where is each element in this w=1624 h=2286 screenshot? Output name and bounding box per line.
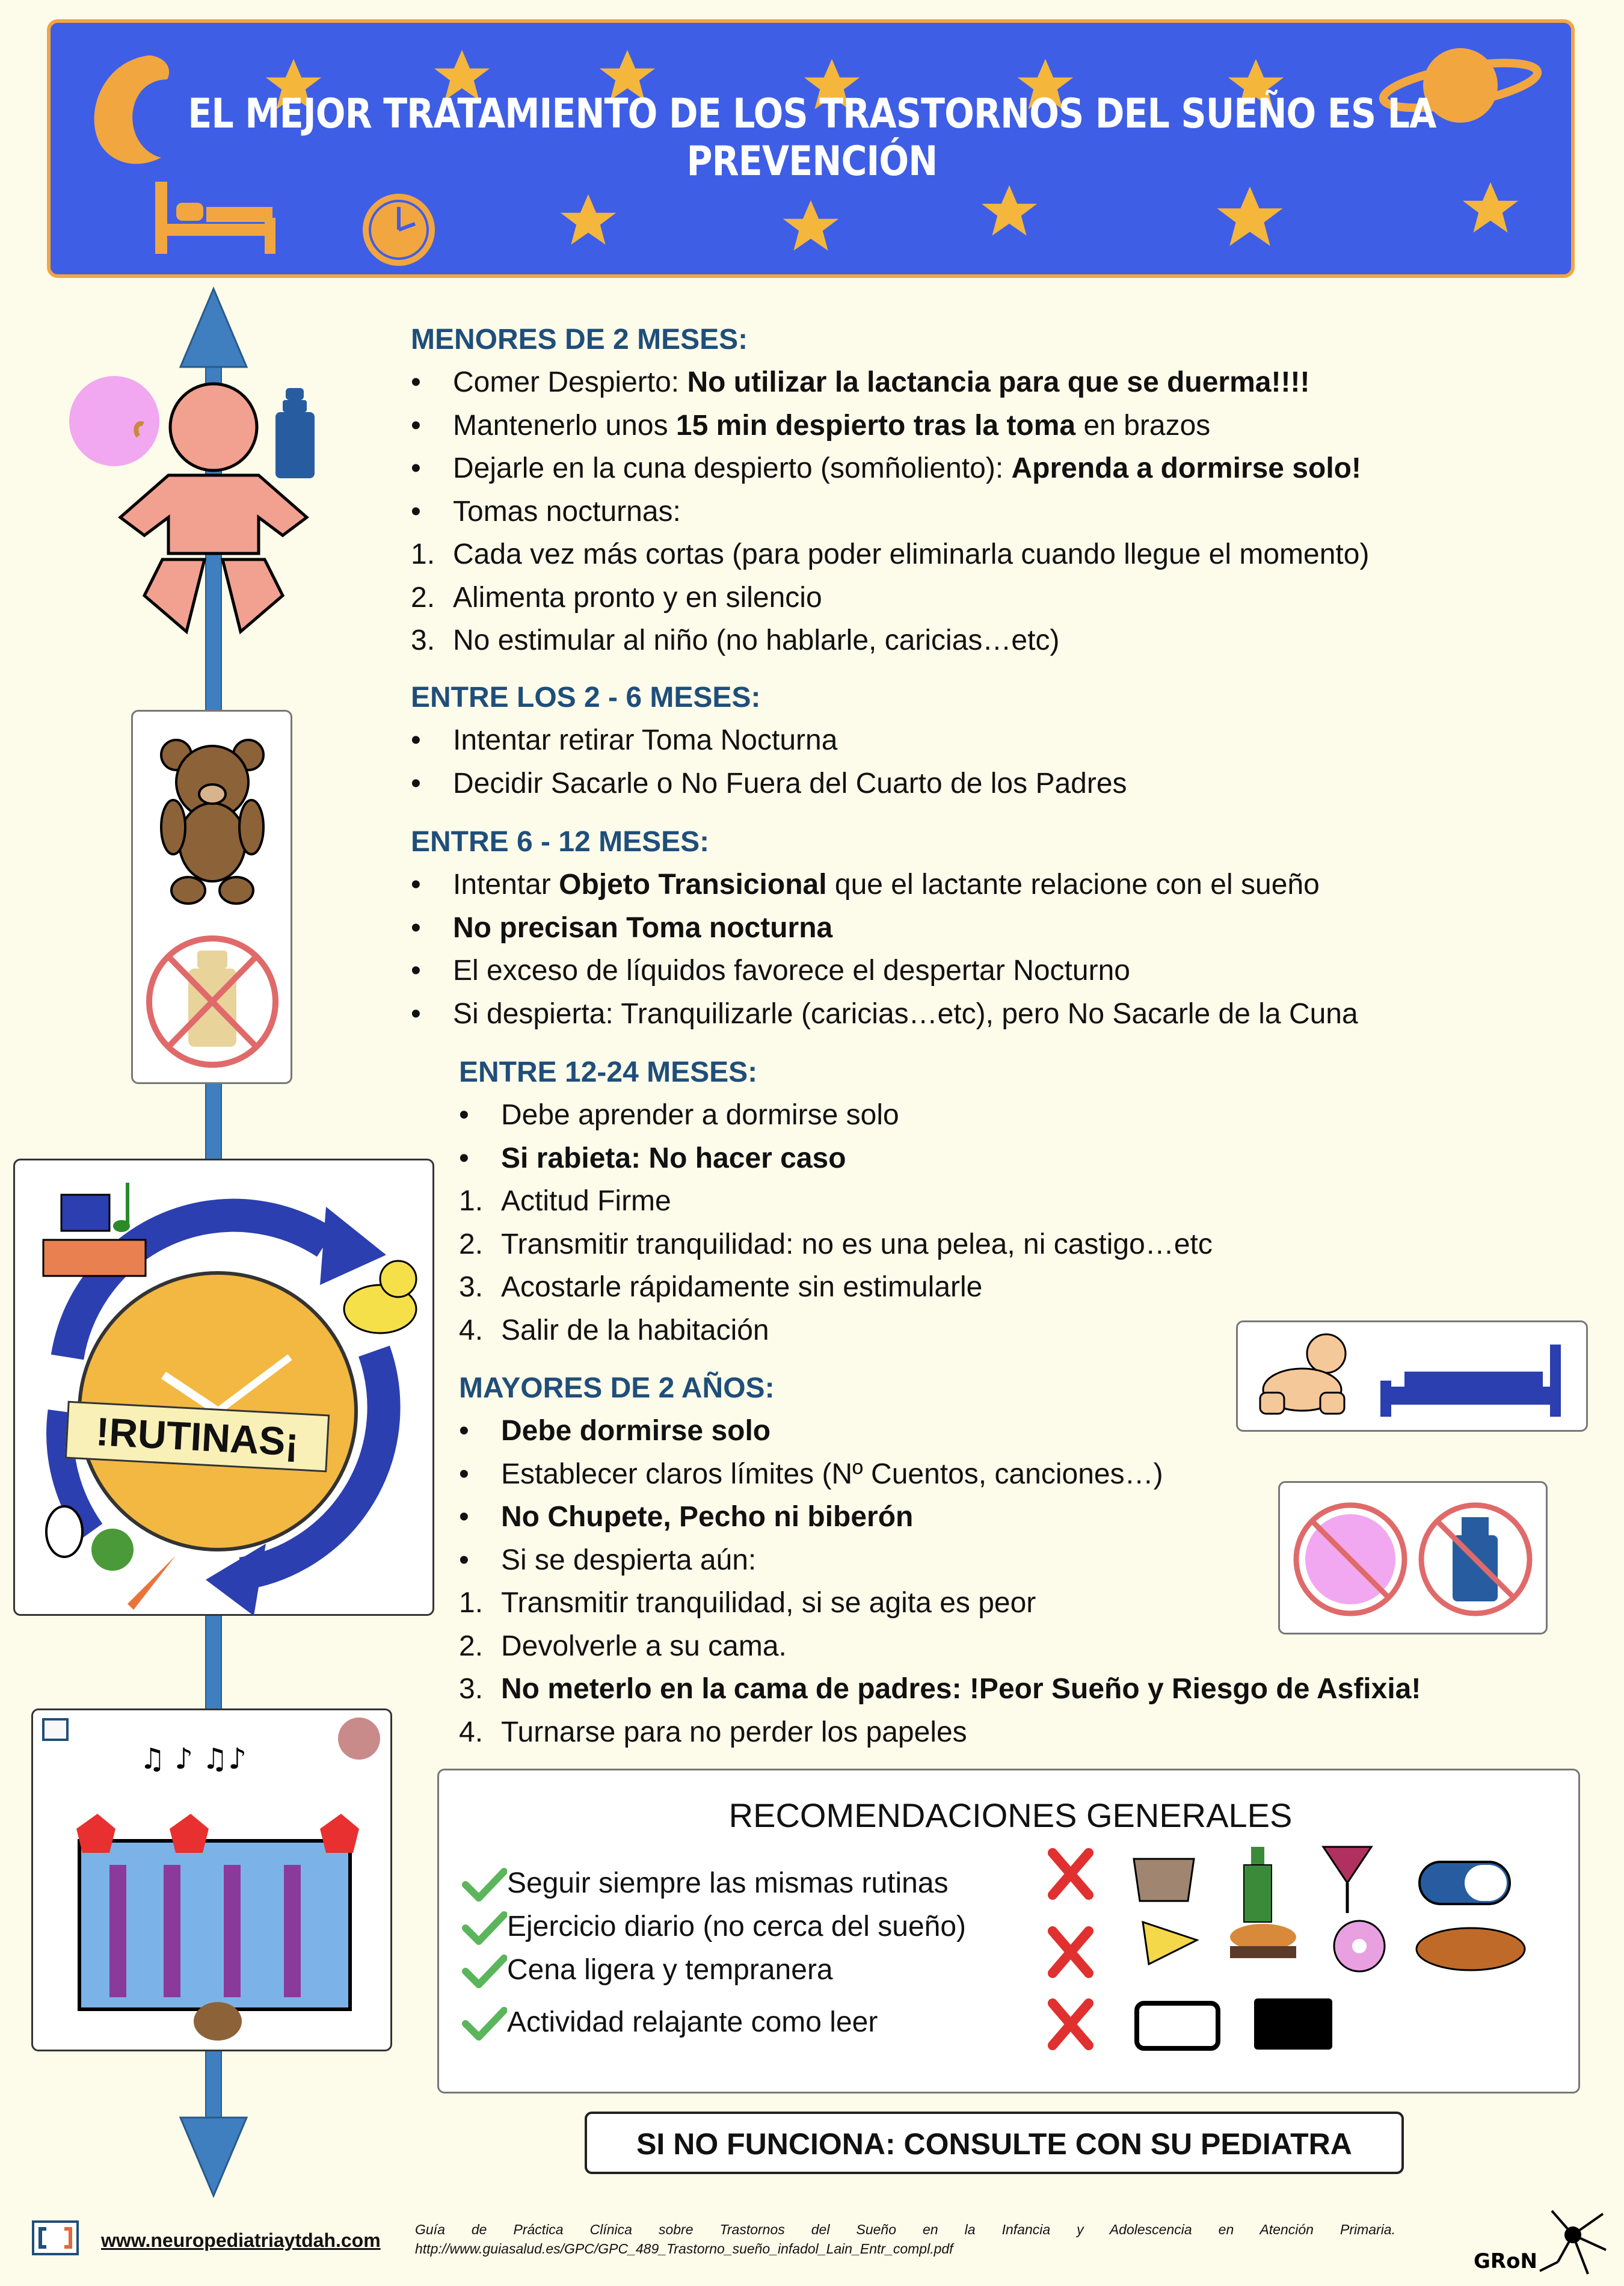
list-item-text: Si despierta: Tranquilizarle (caricias…etc), pero No Sacarle de la Cuna — [453, 997, 1358, 1030]
list-marker: 1. — [459, 1587, 484, 1619]
list-marker: • — [411, 409, 421, 442]
list-item-text: El exceso de líquidos favorece el despertar Nocturno — [453, 955, 1130, 987]
clock-icon — [363, 194, 435, 266]
teddy-bottle-icons — [131, 710, 292, 1084]
list-item-text: Intentar retirar Toma Nocturna — [453, 724, 838, 756]
donut-icon — [1334, 1921, 1385, 1971]
check-icon — [462, 1867, 507, 1903]
coffee-cup-icon — [1134, 1859, 1194, 1901]
section-title: MAYORES DE 2 AÑOS: — [459, 1372, 775, 1404]
recommendation-text: Actividad relajante como leer — [507, 2006, 878, 2038]
list-item — [459, 1185, 671, 1218]
list-item-text: Acostarle rápidamente sin estimularle — [501, 1271, 983, 1303]
list-marker: 2. — [459, 1630, 484, 1662]
recommendations-title: RECOMENDACIONES GENERALES — [728, 1796, 1293, 1834]
list-item — [459, 1586, 1036, 1619]
list-item — [459, 1672, 1421, 1705]
check-icon — [462, 2006, 507, 2042]
list-item-text: Devolverle a su cama. — [501, 1630, 787, 1662]
list-item — [411, 724, 837, 757]
list-item — [411, 581, 822, 614]
list-item-text: No utilizar la lactancia para que se duerma!!!! — [687, 366, 1310, 398]
list-marker: 4. — [459, 1314, 484, 1346]
music-note-icon — [113, 1183, 130, 1232]
list-marker: • — [411, 452, 421, 484]
list-marker: • — [411, 724, 421, 756]
logo-icon — [31, 2220, 79, 2256]
consult-text: SI NO FUNCIONA: CONSULTE CON SU PEDIATRA — [636, 2127, 1352, 2161]
list-item-text: No estimular al niño (no hablarle, caricias…etc) — [453, 624, 1060, 656]
list-marker: • — [459, 1099, 469, 1131]
section-title: ENTRE 12-24 MESES: — [459, 1056, 758, 1088]
beer-bottle-icon — [1244, 1847, 1272, 1922]
avoid-icons — [1041, 1835, 1570, 2063]
list-marker: • — [459, 1544, 469, 1576]
list-marker: • — [411, 767, 421, 799]
list-item — [459, 1142, 846, 1175]
list-item — [459, 1630, 787, 1663]
list-item — [411, 538, 1369, 571]
recommendation-text: Ejercicio diario (no cerca del sueño) — [507, 1911, 967, 1942]
list-item — [459, 1458, 1163, 1491]
no-pacifier-bottle-icons — [1278, 1481, 1548, 1634]
list-marker: 3. — [411, 624, 435, 656]
list-item — [411, 954, 1130, 987]
book-icon — [61, 1195, 109, 1231]
recommendation-item — [462, 2006, 878, 2042]
list-item-text: Comer Despierto: — [453, 366, 687, 398]
list-item — [459, 1544, 756, 1577]
list-marker: • — [411, 997, 421, 1030]
list-item — [411, 624, 1059, 657]
list-item-text: Si rabieta: No hacer caso — [501, 1142, 846, 1174]
list-item — [411, 868, 1320, 901]
page-title: EL MEJOR TRATAMIENTO DE LOS TRASTORNOS DEL SUEÑO ES LA PREVENCIÓN — [188, 90, 1436, 185]
reference-text: Guía de Práctica Clínica sobre Trastornos del Sueño en la Infancia y Adolescencia en Atención Primaria. http://www.guiasalud.es/GPC/GPC_489_Trastorno_sueño_infadol_Lain_Entr_compl.pdf — [415, 2222, 1395, 2257]
list-item-text: Turnarse para no perder los papeles — [501, 1716, 967, 1748]
list-item — [411, 767, 1127, 800]
pill-icon — [1419, 1862, 1510, 1904]
teddy-bear-icon — [161, 740, 263, 904]
list-item — [411, 495, 681, 528]
list-item-text: Cada vez más cortas (para poder eliminarla cuando llegue el momento) — [453, 538, 1370, 570]
list-marker: 4. — [459, 1716, 484, 1748]
list-item — [459, 1314, 769, 1347]
check-icon — [462, 1953, 507, 1989]
list-item-text: en brazos — [1075, 409, 1211, 442]
list-item-text: Salir de la habitación — [501, 1314, 769, 1346]
list-item — [459, 1098, 899, 1132]
list-item-text: Mantenerlo unos — [453, 409, 676, 442]
list-marker: • — [411, 911, 421, 944]
x-mark-icons — [1053, 1853, 1089, 2045]
list-item-text: Establecer claros límites (Nº Cuentos, canciones…) — [501, 1458, 1163, 1490]
bed-small-icon — [43, 1240, 146, 1276]
check-icon — [462, 1910, 507, 1946]
list-item-text: No precisan Toma nocturna — [453, 911, 833, 944]
list-item — [459, 1500, 913, 1533]
list-item-text: 15 min despierto tras la toma — [675, 409, 1076, 442]
list-item — [459, 1414, 770, 1447]
list-marker: 2. — [459, 1228, 484, 1260]
section-title: ENTRE LOS 2 - 6 MESES: — [411, 682, 761, 713]
list-marker: • — [411, 955, 421, 987]
list-marker: 1. — [411, 538, 435, 570]
list-item-text: que el lactante relacione con el sueño — [826, 869, 1320, 901]
recommendation-item — [462, 1867, 949, 1903]
hotdog-icon — [1416, 1928, 1525, 1970]
baby-illustration — [66, 355, 349, 638]
list-item-text: Aprenda a dormirse solo! — [1011, 452, 1361, 484]
list-item-text: Dejarle en la cuna despierto (somñoliento): — [453, 452, 1012, 484]
list-marker: 3. — [459, 1271, 484, 1303]
list-marker: • — [459, 1415, 469, 1447]
phone-icon — [1137, 2003, 1218, 2048]
list-marker: • — [411, 495, 421, 528]
duck-icon — [344, 1261, 416, 1333]
list-marker: • — [459, 1458, 469, 1490]
list-marker: • — [411, 869, 421, 901]
routines-label: !RUTINAS¡ — [65, 1401, 330, 1473]
list-item-text: Debe dormirse solo — [501, 1415, 771, 1447]
list-item-text: Si se despierta aún: — [501, 1544, 757, 1576]
no-breast-icon — [1296, 1505, 1404, 1613]
list-item — [459, 1271, 982, 1304]
routines-illustration — [13, 1159, 434, 1616]
broccoli-icon — [91, 1529, 134, 1571]
tablet-icon — [1254, 1998, 1332, 2050]
list-marker: • — [411, 366, 421, 398]
list-marker: • — [459, 1501, 469, 1533]
crawling-baby-icon — [1260, 1334, 1346, 1414]
list-item-text: Objeto Transicional — [559, 869, 827, 901]
recommendation-item — [462, 1910, 966, 1946]
list-item-text: Debe aprender a dormirse solo — [501, 1099, 899, 1131]
list-item-text: No meterlo en la cama de padres: !Peor Sueño y Riesgo de Asfixia! — [501, 1673, 1421, 1705]
list-marker: • — [459, 1142, 469, 1174]
no-bottle-icon — [1421, 1505, 1530, 1613]
list-item-text: Transmitir tranquilidad, si se agita es peor — [501, 1587, 1036, 1619]
bed-blue-icon — [1380, 1345, 1561, 1417]
svg-text:♫ ♪ ♫♪: ♫ ♪ ♫♪ — [140, 1742, 247, 1776]
signature-text: GRoN — [1474, 2249, 1537, 2273]
recommendation-text: Seguir siempre las mismas rutinas — [507, 1867, 949, 1899]
list-item — [411, 409, 1210, 442]
list-item-text: Decidir Sacarle o No Fuera del Cuarto de los Padres — [453, 767, 1127, 799]
teddy-small-icon — [194, 2002, 242, 2041]
no-bottle-icon — [149, 938, 275, 1065]
list-marker: 3. — [459, 1673, 484, 1705]
list-item — [411, 452, 1361, 485]
burger-icon — [1230, 1924, 1296, 1958]
list-item — [411, 997, 1358, 1031]
signature-neuron-icon — [1468, 2202, 1612, 2280]
recommendation-text: Cena ligera y tempranera — [507, 1954, 833, 1986]
carrot-icon — [128, 1556, 176, 1610]
list-item — [459, 1228, 1213, 1261]
section-title: MENORES DE 2 MESES: — [411, 324, 748, 356]
list-item-text: Actitud Firme — [501, 1185, 671, 1217]
website-link[interactable]: www.neuropediatriaytdah.com — [101, 2229, 381, 2251]
pizza-icon — [1143, 1922, 1197, 1964]
baby-bottle-icon — [275, 388, 315, 478]
bed-icon — [155, 182, 275, 254]
cocktail-glass-icon — [1323, 1847, 1371, 1913]
section-title: ENTRE 6 - 12 MESES: — [411, 826, 710, 858]
list-item — [411, 911, 832, 944]
list-item — [411, 366, 1309, 399]
list-item — [459, 1716, 967, 1749]
list-item-text: No Chupete, Pecho ni biberón — [501, 1501, 914, 1533]
list-item-text: Transmitir tranquilidad: no es una pelea, ni castigo…etc — [501, 1228, 1213, 1260]
crawl-bed-icons — [1236, 1320, 1588, 1432]
crib-illustration — [31, 1708, 392, 2051]
list-item-text: Intentar — [453, 869, 559, 901]
list-marker: 1. — [459, 1185, 484, 1217]
list-item-text: Alimenta pronto y en silencio — [453, 581, 822, 614]
recommendation-item — [462, 1953, 833, 1989]
list-item-text: Tomas nocturnas: — [453, 495, 681, 528]
list-marker: 2. — [411, 581, 435, 614]
egg-icon — [46, 1506, 82, 1557]
